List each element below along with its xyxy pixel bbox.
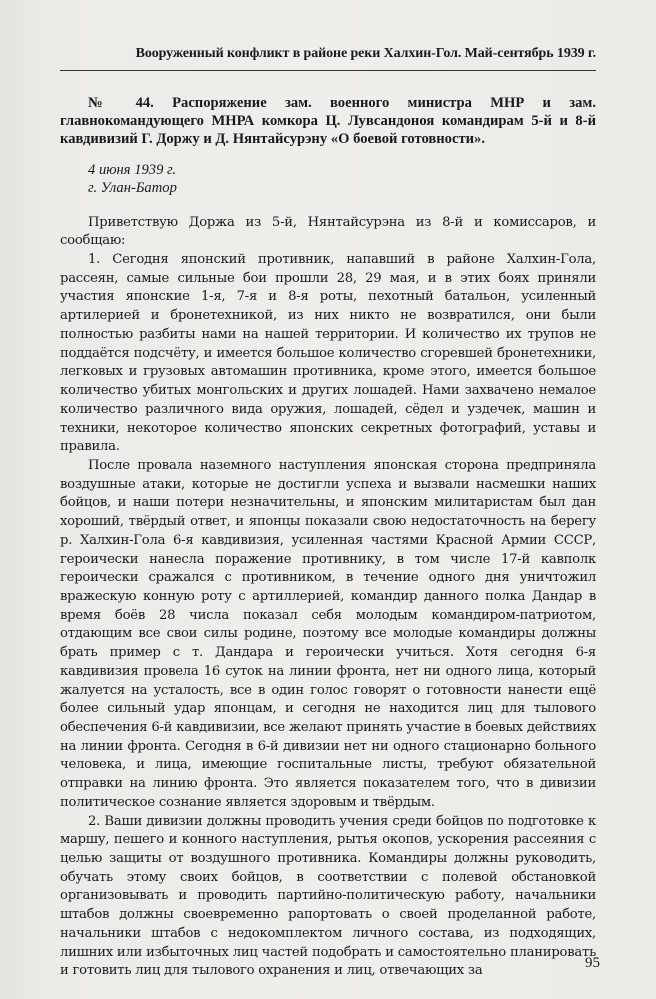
body-paragraph: После провала наземного наступления японская сторона предприняла воздушные атаки, которые не достигли успеха и вызвали насмешки наших бойцов, и наши потери незначительны, и японским милитаристам был дан хороший, твёрдый ответ, и японцы показали свою недостаточность на берегу р. Халхин-Гола 6-я кавдивизия, усиленная частями Красной Армии СССР, героически нанесла поражение противнику, в том числе 17-й кавполк героически сражался с противником, в течение одного дня уничтожил вражескую конную роту с артиллерией, командир данного полка Дандар в время боёв 28 числа показал себя молодым командиром-патриотом, отдающим все свои силы родине, поэтому все молодые командиры должны брать пример с т. Дандара и героически учиться. Хотя сегодня 6-я кавдивизия провела 16 суток на линии фронта, нет ни одного лица, который жалуется на усталость, все в один голос говорят о готовности нанести ещё более сильный удар японцам, и сегодня не находится лиц для тылового обеспечения 6-й кавдивизии, все желают принять участие в боевых действиях на линии фронта. Сегодня в 6-й дивизии нет ни одного стационарно больного человека, и лица, имеющие госпитальные листы, требуют обязательной отправки на линию фронта. Это является показателем того, что в дивизии политическое сознание является здоровым и твёрдым. <box>60 457 596 810</box>
document-place: г. Улан-Батор <box>88 179 177 196</box>
body-paragraph: 2. Ваши дивизии должны проводить учения среди бойцов по подготовке к маршу, пешего и конного наступления, рытья окопов, ускорения рассеяния с целью защиты от воздушного противника. Командиры должны руководить, обучать этому своих бойцов, в соответствии с полевой обстановкой организовывать и проводить партийно-политическую работу, начальники штабов должны своевременно рапортовать о своей проделанной работе, начальники штабов с недокомплектом личного состава, из подходящих, лишних или избыточных лиц частей подобрать и самостоятельно планировать и готовить лиц для тылового охранения и лиц, отвечающих за <box>60 813 596 979</box>
document-meta <box>88 161 596 197</box>
body-paragraph: Приветствую Доржа из 5-й, Нянтайсурэна из 8-й и комиссаров, и сообщаю: <box>60 214 596 249</box>
running-header: Вооруженный конфликт в районе реки Халхин-Гол. Май-сентябрь 1939 г. <box>135 46 596 61</box>
page-number: 95 <box>585 955 600 971</box>
document-body <box>60 214 596 981</box>
document-date: 4 июня 1939 г. <box>88 161 177 178</box>
body-paragraph: 1. Сегодня японский противник, напавший в районе Халхин-Гола, рассеян, самые сильные бои прошли 28, 29 мая, и в этих боях приняли участия японские 1-я, 7-я и 8-я роты, пехотный батальон, усиленный артилерией и бронетехникой, из них никто не возвратился, они были полностью разбиты нами на нашей территории. И количество их трупов не поддаётся подсчёту, и имеется большое количество сгоревшей бронетехники, легковых и грузовых автомашин противника, кроме этого, имеется большое количество убитых монгольских и других лошадей. Нами захвачено немалое количество различного вида оружия, лошадей, сёдел и уздечек, машин и техники, некоторое количество японских секретных фотографий, уставы и правила. <box>60 252 596 455</box>
page-content <box>60 94 596 981</box>
header-rule <box>60 70 596 71</box>
document-title: № 44. Распоряжение зам. военного министра МНР и зам. главнокомандующего МНРА комкора Ц. Лувсандоноя командирам 5-й и 8-й кавдивизий Г. Доржу и Д. Нянтайсурэну «О боевой готовности». <box>60 95 596 148</box>
